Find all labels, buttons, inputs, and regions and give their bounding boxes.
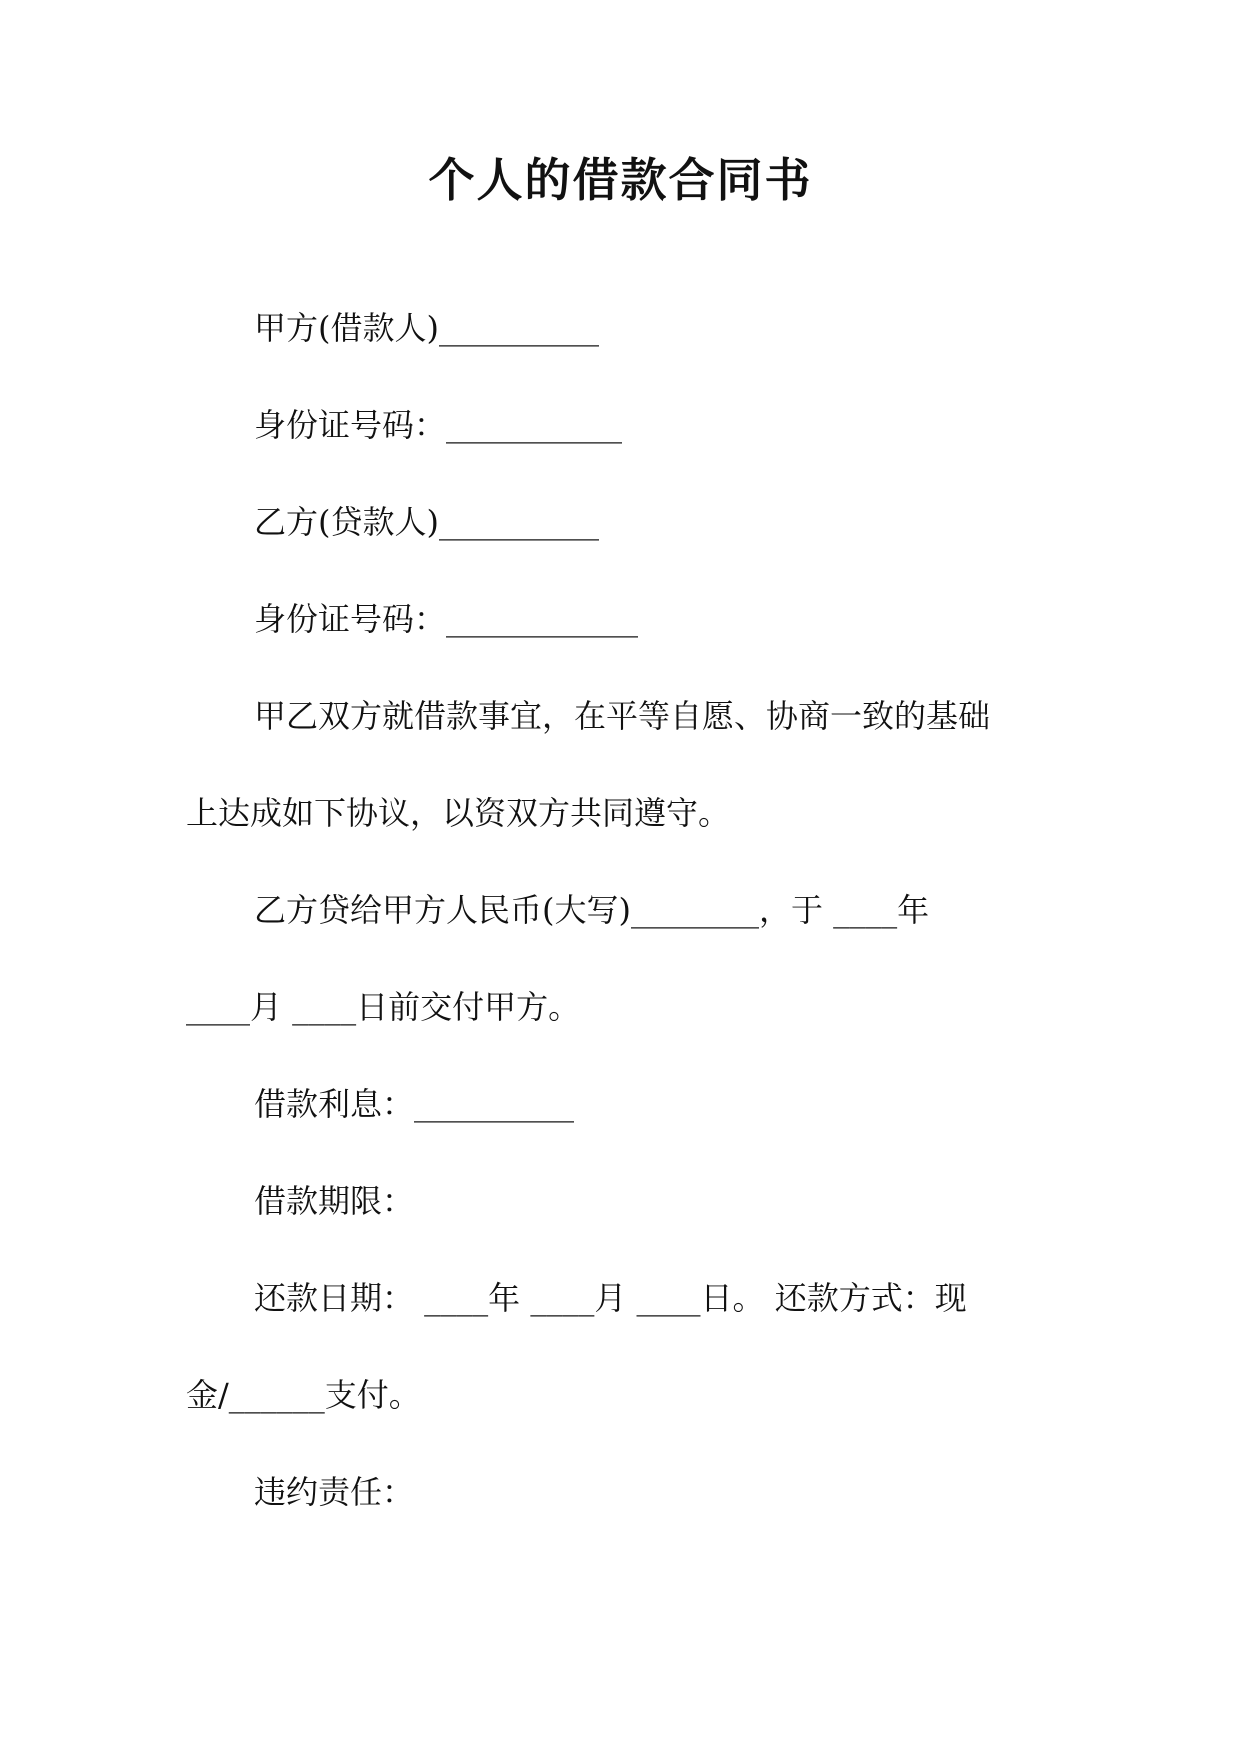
loan-term-line: 借款期限：	[254, 1182, 415, 1220]
loan-amount-line-2: ____月 ____日前交付甲方。	[186, 988, 581, 1026]
loan-interest-line: 借款利息：__________	[254, 1085, 575, 1123]
party-b-lender-line: 乙方(贷款人)__________	[254, 503, 599, 541]
repayment-date-line-1: 还款日期： ____年 ____月 ____日。 还款方式：现	[254, 1279, 967, 1317]
document-title: 个人的借款合同书	[428, 153, 813, 207]
party-b-id-number-line: 身份证号码：____________	[254, 600, 639, 638]
party-a-id-number-line: 身份证号码：___________	[254, 406, 623, 444]
party-a-borrower-line: 甲方(借款人)__________	[254, 309, 599, 347]
agreement-intro-line-2: 上达成如下协议，以资双方共同遵守。	[186, 794, 731, 832]
loan-amount-line-1: 乙方贷给甲方人民币(大写)________，于 ____年	[254, 891, 930, 929]
agreement-intro-line-1: 甲乙双方就借款事宜，在平等自愿、协商一致的基础	[254, 697, 991, 735]
breach-liability-line: 违约责任：	[254, 1473, 415, 1511]
repayment-method-line-2: 金/______支付。	[186, 1376, 421, 1414]
